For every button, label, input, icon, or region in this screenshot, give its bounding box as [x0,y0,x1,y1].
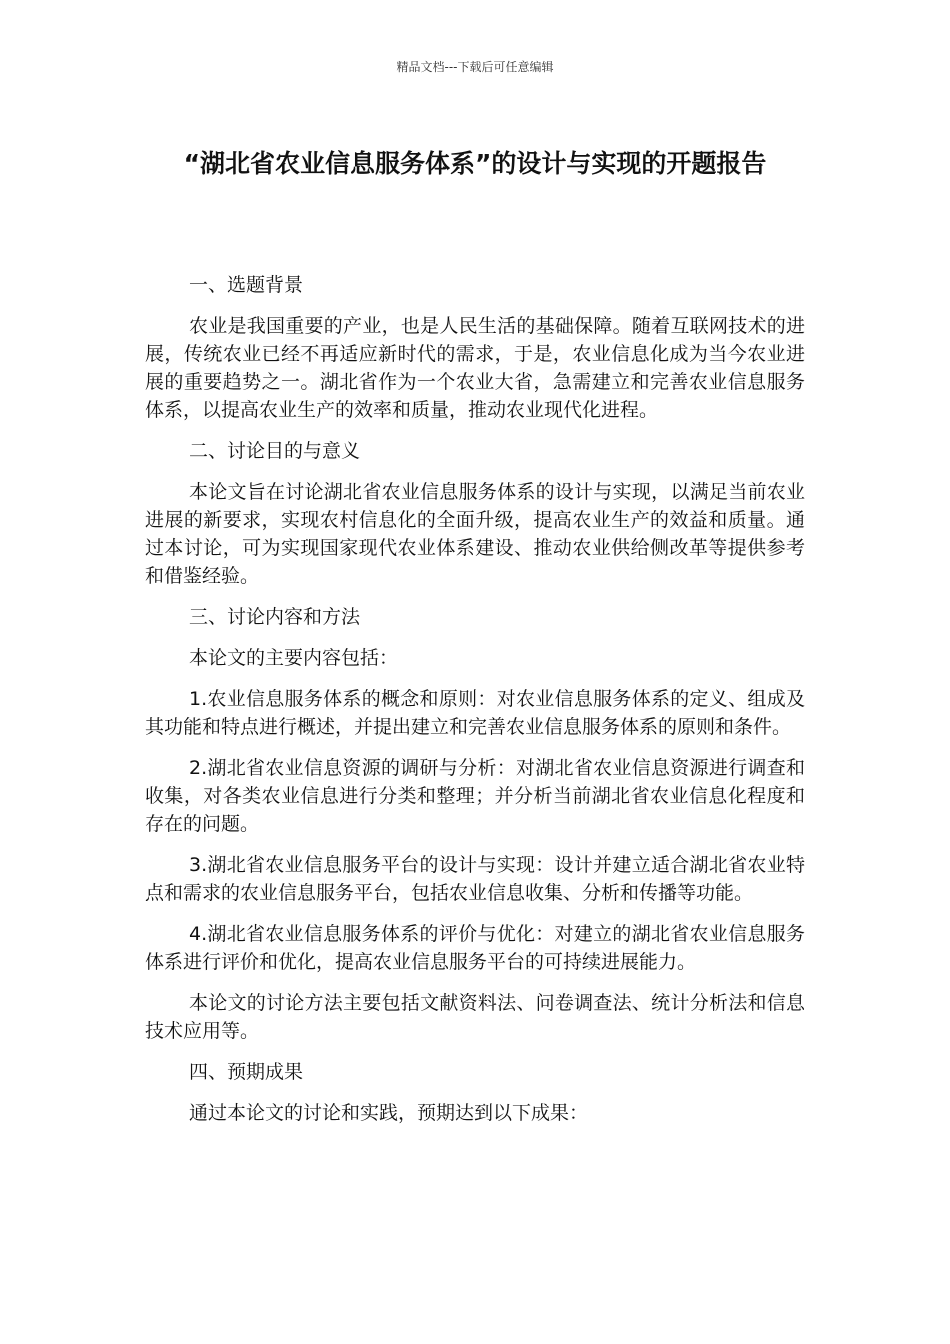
paragraph-background: 农业是我国重要的产业，也是人民生活的基础保障。随着互联网技术的进展，传统农业已经不再适应新时代的需求，于是，农业信息化成为当今农业进展的重要趋势之一。湖北省作为一个农业大省，急需建立和完善农业信息服务体系，以提高农业生产的效率和质量，推动农业现代化进程。 [145,315,805,421]
list-item-3: 3.湖北省农业信息服务平台的设计与实现：设计并建立适合湖北省农业特点和需求的农业信息服务平台，包括农业信息收集、分析和传播等功能。 [145,854,805,904]
section-heading-content-method: 三、讨论内容和方法 [189,606,361,628]
list-item-2: 2.湖北省农业信息资源的调研与分析：对湖北省农业信息资源进行调查和收集，对各类农业信息进行分类和整理；并分析当前湖北省农业信息化程度和存在的问题。 [145,757,805,835]
list-item-1: 1.农业信息服务体系的概念和原则：对农业信息服务体系的定义、组成及其功能和特点进行概述，并提出建立和完善农业信息服务体系的原则和条件。 [145,688,805,738]
document-title: “湖北省农业信息服务体系”的设计与实现的开题报告 [183,149,767,178]
section-heading-background: 一、选题背景 [189,274,304,296]
paragraph-content-intro: 本论文的主要内容包括： [189,647,399,669]
list-item-4: 4.湖北省农业信息服务体系的评价与优化：对建立的湖北省农业信息服务体系进行评价和优化，提高农业信息服务平台的可持续进展能力。 [145,923,805,973]
paragraph-purpose: 本论文旨在讨论湖北省农业信息服务体系的设计与实现，以满足当前农业进展的新要求，实现农村信息化的全面升级，提高农业生产的效益和质量。通过本讨论，可为实现国家现代农业体系建设、推动农业供给侧改革等提供参考和借鉴经验。 [145,481,805,587]
section-heading-expected-results: 四、预期成果 [189,1061,304,1083]
paragraph-method: 本论文的讨论方法主要包括文献资料法、问卷调查法、统计分析法和信息技术应用等。 [145,992,805,1042]
page-header: 精品文档---下载后可任意编辑 [396,60,554,74]
section-heading-purpose: 二、讨论目的与意义 [189,440,361,462]
paragraph-expected-results: 通过本论文的讨论和实践，预期达到以下成果： [189,1102,589,1124]
document-body [145,271,805,1140]
